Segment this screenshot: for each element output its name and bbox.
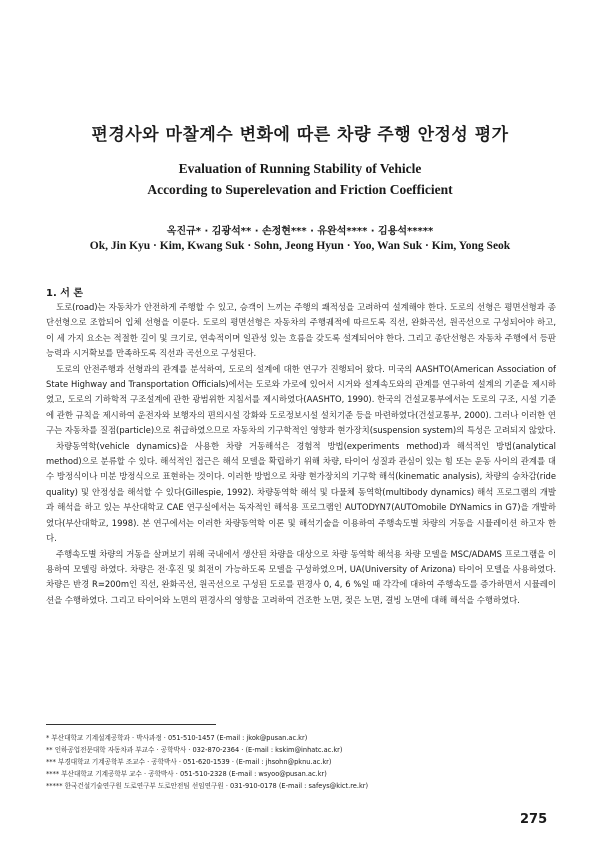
footnote-item: ***** 한국건설기술연구원 도로연구부 도로안전팀 선임연구원 · 031-910-0178 (E-mail : safeys@kict.re.kr)	[46, 782, 369, 790]
paper-title-korean: 편경사와 마찰계수 변화에 따른 차량 주행 안정성 평가	[91, 125, 509, 145]
paper-title-english	[0, 158, 600, 200]
section-heading-introduction: 1. 서 론	[46, 288, 84, 299]
authors-korean: 옥진규* · 김광석** · 손정현*** · 유완석**** · 김용석*****	[166, 226, 434, 237]
body-paragraph: 도로(road)는 자동차가 안전하게 주행할 수 있고, 승객이 느끼는 주행의 쾌적성을 고려하여 설계해야 한다. 도로의 선형은 평면선형과 종단선형으로 조합되어 입체 선형을 이룬다. 도로의 평면선형은 자동차의 주행궤적에 따르도록 직선, 완화곡선, 원곡선으로 구성되어야 하고, 이 세 가지 요소는 적절한 길이 및 크기로, 연속적이며 일관성 있는 흐름을 갖도록 설계되어야 한다. 그리고 종단선형은 자동차 주행에서 등판능력과 시거확보를 만족하도록 직선과 곡선으로 구성된다.	[46, 302, 556, 359]
paper-title-english-line-1: Evaluation of Running Stability of Vehicle	[178, 161, 422, 176]
footnote-item: ** 인하공업전문대학 자동차과 부교수 · 공학박사 · 032-870-2364 · (E-mail : kskim@inhatc.ac.kr)	[46, 746, 343, 754]
page-number: 275	[520, 812, 548, 827]
body-text	[46, 300, 556, 608]
body-paragraph: 도로의 안전주행과 선형과의 관계를 분석하여, 도로의 설계에 대한 연구가 진행되어 왔다. 미국의 AASHTO(American Association of State Highway and Transportation Officials)에서는 도로와 가로에 있어서 시거와 설계속도와의 관계를 연구하여 설계의 기준을 제시하였고, 도로의 기하학적 구조설계에 관한 광범위한 지침서를 제시하였다(AASHTO, 1990). 한국의 건설교통부에서는 도로의 구조, 시설 기준에 관한 규칙을 제시하여 운전자와 보행자의 편의시설 강화와 도로정보시설 설치기준 등을 마련하였다(건설교통부, 2000). 그러나 이러한 연구는 자동차를 질점(particle)으로 취급하였으므로 자동차의 기구학적인 영향과 현가장치(suspension system)의 특성은 고려되지 않았다.	[46, 363, 556, 436]
paper-title-english-line-2: According to Superelevation and Friction Coefficient	[147, 182, 453, 197]
footnote-item: * 부산대학교 기계설계공학과 · 박사과정 · 051-510-1457 (E-mail : jkok@pusan.ac.kr)	[46, 734, 308, 742]
body-paragraph: 차량동역학(vehicle dynamics)을 사용한 차량 거동해석은 경험적 방법(experiments method)과 해석적인 방법(analytical method)으로 분류할 수 있다. 해석적인 접근은 해석 모델을 확립하기 위해 차량, 타이어 성질과 관심이 있는 힘 또는 운동 사이의 관계를 대수 방정식이나 미분 방정식으로 표현하는 것이다. 이러한 방법으로 차량 현가장치의 기구학 해석(kinematic analysis), 차량의 승차감(ride quality) 및 안정성을 해석할 수 있다(Gillespie, 1992). 차량동역학 해석 및 다물체 동역학(multibody dynamics) 해석 프로그램의 개발과 해석을 하고 있는 부산대학교 CAE 연구실에서는 독자적인 해석용 프로그램인 AUTODYN7(AUTOmobile DYNamics in G7)을 개발하였다(부산대학교, 1998). 본 연구에서는 이러한 차량동역학 이론 및 해석기술을 이용하여 주행속도별 차량의 거동을 시뮬레이션 하고자 한다.	[46, 440, 556, 544]
footnote-divider	[46, 724, 216, 725]
footnote-item: *** 부경대학교 기계공학부 조교수 · 공학박사 · 051-620-1539 · (E-mail : jhsohn@pknu.ac.kr)	[46, 758, 332, 766]
body-paragraph: 주행속도별 차량의 거동을 살펴보기 위해 국내에서 생산된 차량을 대상으로 차량 동역학 해석용 차량 모델을 MSC/ADAMS 프로그램을 이용하여 모델링 하였다. 차량은 전·후진 및 회전이 가능하도록 모델을 구성하였으며, UA(University of Arizona) 타이어 모델을 사용하였다. 차량은 반경 R=200m인 직선, 완화곡선, 원곡선으로 구성된 도로를 편경사 0, 4, 6 %일 때 각각에 대하여 주행속도를 증가하면서 시뮬레이션을 수행하였다. 그리고 타이어와 노면의 편경사의 영향을 고려하여 건조한 노면, 젖은 노면, 결빙 노면에 대해 해석을 수행하였다.	[46, 548, 556, 605]
authors-english: Ok, Jin Kyu · Kim, Kwang Suk · Sohn, Jeong Hyun · Yoo, Wan Suk · Kim, Yong Seok	[89, 240, 511, 252]
footnote-item: **** 부산대학교 기계공학부 교수 · 공학박사 · 051-510-2328 (E-mail : wsyoo@pusan.ac.kr)	[46, 770, 327, 778]
footnotes	[46, 732, 566, 792]
